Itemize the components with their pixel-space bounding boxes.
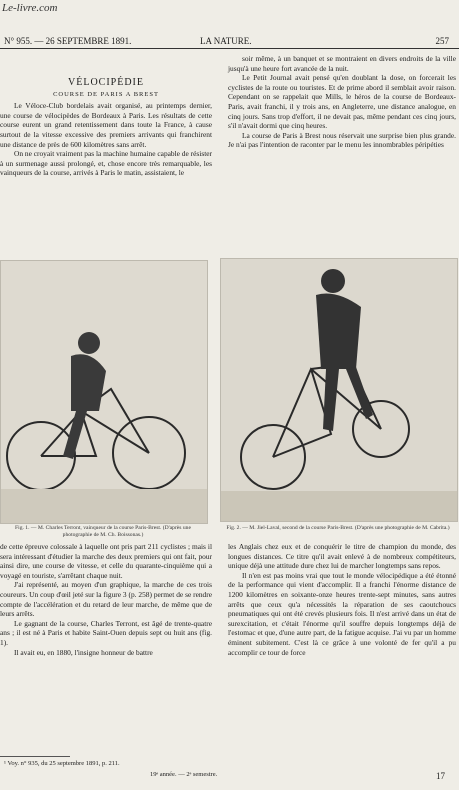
signature-mark: 19ᵉ année. — 2ᵉ semestre. — [150, 771, 218, 778]
paragraph: Le Petit Journal avait pensé qu'en doublant la dose, on forcerait les cyclistes de la route ou touristes. Et de prime abord il semblait avoir raison. Cependant on se rappelait que Mills, le héros de la course de Bordeaux-Paris, avait franchi, il y trois ans, en Angleterre, une distance analogue, en cinq jours. Sans trop d'effort, il ne devait pas, même pendant ces cinq jours, s'il n'avait dormi que cinq heures. — [228, 73, 456, 131]
figure-2-caption: Fig. 2. — M. Jiel-Laval, second de la course Paris-Brest. (D'après une photographie de M. Cabrita.) — [226, 525, 450, 531]
left-column — [0, 54, 212, 178]
paragraph: Il n'en est pas moins vrai que tout le monde vélocipédique a été étonné de la performance qui vient d'accomplir. Il a franchi l'énorme distance de 1200 kilomètres en soixante-onze heures trente-sept minutes, sans autres arrêts que ceux qu'a nécessités la réparation de ses caoutchoucs pneumatiques qui ont été crevés plusieurs fois. Il n'est arrivé dans un état de surexcitation, et c'était l'énorme qu'il souffre depuis longtemps déjà de l'estomac et que, d'une autre part, de la fatigue acquise. J'ai vu par un homme éminent subitement. C'est là ce grâce à une volonté de fer qu'il a pu accomplir ce tour de force — [228, 570, 456, 657]
right-column-lower — [228, 542, 456, 657]
article-title: VÉLOCIPÉDIE — [68, 77, 144, 88]
paragraph: La course de Paris à Brest nous réservait une surprise bien plus grande. Je n'ai pas l'intention de raconter par le menu les innombrables péripéties — [228, 130, 456, 150]
paragraph: Il avait eu, en 1880, l'insigne honneur de battre — [14, 647, 153, 657]
paragraph: Le Véloce-Club bordelais avait organisé, au printemps dernier, une course de vélocipèdes de Bordeaux à Paris. Les résultats de cette course eurent un grand retentissement dans toute la France, à cause surtout de la vitesse excessive des premiers arrivants qui franchirent une distance de près de 600 kilomètres sans arrêt. — [0, 101, 212, 149]
paragraph: Le gagnant de la course, Charles Terront, est âgé de trente-quatre ans ; il est né à Paris et habite Saint-Ouen depuis sept ou huit ans (fig. 1). — [0, 618, 212, 647]
paragraph: les Anglais chez eux et de conquérir le titre de champion du monde, des longues distances. Ce titre qu'il avait enlevé à de nombreux compétiteurs, unique déjà une attitude dure chez lui de marcher longtemps sans repos. — [228, 542, 456, 571]
paragraph: de cette épreuve colossale à laquelle ont pris part 211 cyclistes ; mais il sera intéressant d'étudier la marche des deux premiers qui ont fait, pour ainsi dire, une course de vitesse, et celle du quarante-cinquième qui a voyagé en touriste, s'arrêtant chaque nuit. — [0, 542, 212, 580]
paragraph: soir même, à un banquet et se montraient en divers endroits de la ville jusqu'à une heure fort avancée de la nuit. — [228, 54, 456, 73]
journal-title: LA NATURE. — [200, 36, 252, 46]
header-rule — [0, 48, 459, 49]
article-subtitle: COURSE DE PARIS A BREST — [53, 90, 159, 98]
footnote-rule — [0, 756, 70, 757]
paragraph: On ne croyait vraiment pas la machine humaine capable de résister à un surmenage aussi prolongé, et, chose encore très remarquable, les vainqueurs de la course, arrivés à Paris le matin, assistaient, le — [0, 149, 212, 178]
paragraph: J'ai représenté, au moyen d'un graphique, la marche de ces trois coureurs. Un coup d'œil jeté sur la figure 3 (p. 258) permet de se rendre compte de l'accélération et du retard de leur marche, de même que de leurs arrêts. — [0, 580, 212, 619]
left-column-lower — [0, 542, 212, 657]
right-column — [228, 54, 456, 150]
figure-2-engraving — [220, 258, 458, 522]
watermark: Le-livre.com — [2, 2, 58, 14]
issue-date: N° 955. — 26 SEPTEMBRE 1891. — [4, 36, 132, 46]
footnote: ¹ Voy. n° 935, du 25 septembre 1891, p. 211. — [4, 760, 120, 767]
figure-1-caption: Fig. 1. — M. Charles Terront, vainqueur de la course Paris-Brest. (D'après une photographie de M. Ch. Boissonas.) — [15, 525, 191, 538]
page-number: 257 — [435, 36, 449, 46]
figure-1-engraving — [0, 260, 208, 524]
folio: 17 — [436, 771, 445, 781]
